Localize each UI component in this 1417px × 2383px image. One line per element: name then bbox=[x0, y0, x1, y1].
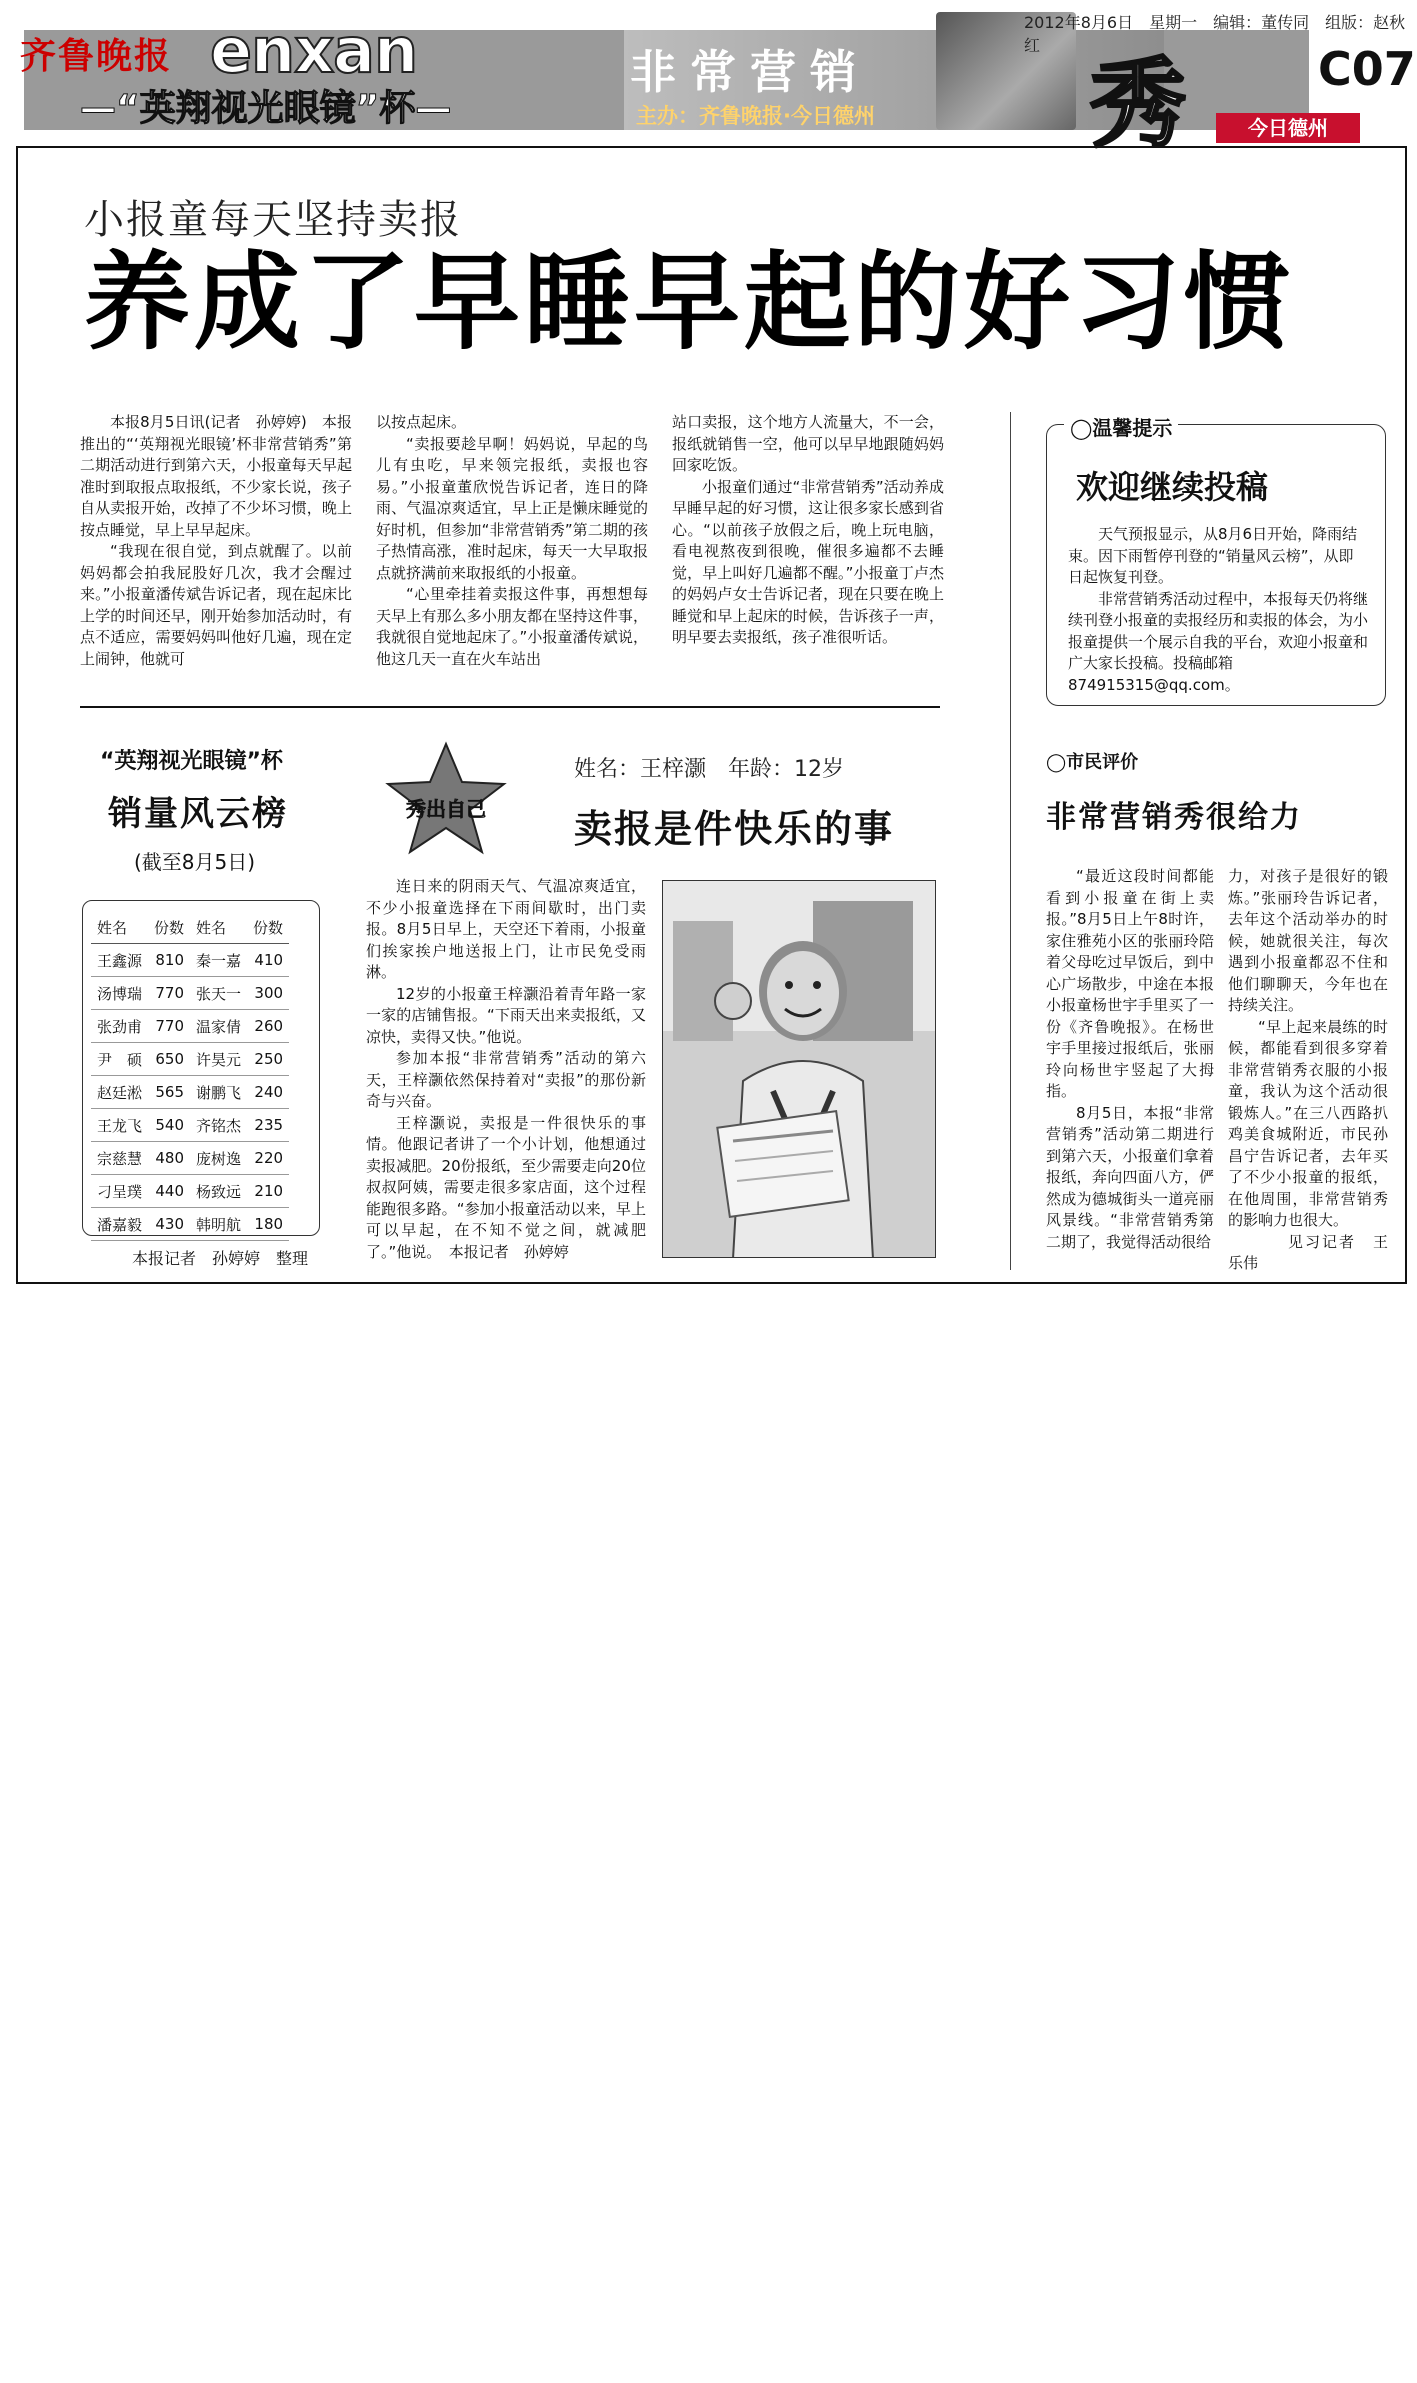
byline: 见习记者 王乐伟 bbox=[1228, 1232, 1388, 1272]
section-divider bbox=[80, 706, 940, 708]
col-header-name: 姓名 bbox=[190, 911, 247, 944]
kid-info: 姓名：王梓灏 年龄：12岁 bbox=[574, 757, 844, 782]
badge-text: 秀出自己 bbox=[406, 797, 486, 821]
name-cell: 张劲甫 bbox=[91, 1010, 148, 1043]
ranking-box bbox=[82, 900, 320, 1236]
paragraph: “我现在很自觉，到点就醒了。以前妈妈都会拍我屁股好几次，我才会醒过来。”小报童潘传斌告诉记者，现在起床比上学的时间还早，刚开始参加活动时，有点不适应，需要妈妈叫他好几遍，现在定上闹钟，他就可 bbox=[80, 542, 352, 668]
name-cell: 谢鹏飞 bbox=[190, 1076, 247, 1109]
count-cell: 650 bbox=[148, 1043, 190, 1076]
count-cell: 770 bbox=[148, 977, 190, 1010]
count-cell: 240 bbox=[247, 1076, 289, 1109]
name-cell: 潘嘉毅 bbox=[91, 1208, 148, 1241]
cup-title: —“英翔视光眼镜”杯— bbox=[80, 88, 452, 129]
count-cell: 565 bbox=[148, 1076, 190, 1109]
name-cell: 齐铭杰 bbox=[190, 1109, 247, 1142]
name-cell: 杨致远 bbox=[190, 1175, 247, 1208]
article-column-2 bbox=[376, 412, 648, 670]
col-header-name: 姓名 bbox=[91, 911, 148, 944]
table-row bbox=[91, 1142, 289, 1175]
table-row bbox=[91, 1043, 289, 1076]
paragraph: 12岁的小报童王梓灏沿着青年路一家一家的店铺售报。“下雨天出来卖报纸，又凉快，卖得又快。”他说。 bbox=[366, 984, 646, 1046]
review-column-1 bbox=[1046, 866, 1214, 1253]
table-row bbox=[91, 1208, 289, 1241]
count-cell: 235 bbox=[247, 1109, 289, 1142]
count-cell: 410 bbox=[247, 944, 289, 977]
host-line: 主办：齐鲁晚报·今日德州 bbox=[636, 104, 875, 128]
paragraph: “心里牵挂着卖报这件事，再想想每天早上有那么多小朋友都在坚持这件事，我就很自觉地起床了。”小报童潘传斌说，他这几天一直在火车站出 bbox=[376, 585, 648, 668]
ranking-cup: “英翔视光眼镜”杯 bbox=[100, 749, 283, 774]
notice-label: ◯温馨提示 bbox=[1064, 412, 1178, 441]
edition-tab: 今日德州 bbox=[1216, 113, 1360, 143]
paragraph: “最近这段时间都能看到小报童在街上卖报。”8月5日上午8时许，家住雅苑小区的张丽玲陪着父母吃过早饭后，到中心广场散步，中途在本报小报童杨世宇手里买了一份《齐鲁晚报》。在杨世宇手里接过报纸后，张丽玲向杨世宇竖起了大拇指。 bbox=[1046, 867, 1214, 1100]
col-header-count: 份数 bbox=[247, 911, 289, 944]
table-row bbox=[91, 1076, 289, 1109]
name-cell: 张天一 bbox=[190, 977, 247, 1010]
article-headline: 养成了早睡早起的好习惯 bbox=[84, 241, 1294, 364]
feature-title: 卖报是件快乐的事 bbox=[574, 807, 895, 851]
paragraph: 非常营销秀活动过程中，本报每天仍将继续刊登小报童的卖报经历和卖报的体会，为小报童提供一个展示自我的平台，欢迎小报童和广大家长投稿。投稿邮箱874915315@qq.com。 bbox=[1068, 589, 1369, 694]
review-title: 非常营销秀很给力 bbox=[1046, 800, 1302, 835]
paragraph: 本报8月5日讯(记者 孙婷婷) 本报推出的“‘英翔视光眼镜’杯非常营销秀”第二期活动进行到第六天，小报童每天早起准时到取报点取报纸，不少家长说，孩子自从卖报开始，改掉了不少坏习惯，晚上按点睡觉，早上早早起床。 bbox=[80, 413, 352, 539]
paragraph: 天气预报显示，从8月6日开始，降雨结束。因下雨暂停刊登的“销量风云榜”，从即日起恢复刊登。 bbox=[1068, 525, 1358, 586]
col-header-count: 份数 bbox=[148, 911, 190, 944]
date-editor-line: 2012年8月6日 星期一 编辑：董传同 组版：赵秋红 bbox=[1024, 13, 1406, 55]
ranking-table bbox=[91, 911, 289, 1241]
review-label: ◯市民评价 bbox=[1046, 752, 1139, 773]
name-cell: 刁呈璞 bbox=[91, 1175, 148, 1208]
table-header-row bbox=[91, 911, 289, 944]
count-cell: 480 bbox=[148, 1142, 190, 1175]
table-row bbox=[91, 1109, 289, 1142]
sponsor-logo: enxan bbox=[210, 14, 418, 87]
name-cell: 尹 硕 bbox=[91, 1043, 148, 1076]
count-cell: 770 bbox=[148, 1010, 190, 1043]
name-cell: 赵廷淞 bbox=[91, 1076, 148, 1109]
column-divider bbox=[1010, 412, 1011, 1270]
column-char: 秀 bbox=[1090, 47, 1186, 160]
name-cell: 秦一嘉 bbox=[190, 944, 247, 977]
article-column-3 bbox=[672, 412, 944, 649]
table-row bbox=[91, 944, 289, 977]
column-name: 非常营销 bbox=[630, 45, 870, 99]
name-cell: 宗慈慧 bbox=[91, 1142, 148, 1175]
count-cell: 220 bbox=[247, 1142, 289, 1175]
paragraph: 站口卖报，这个地方人流量大，不一会，报纸就销售一空，他可以早早地跟随妈妈回家吃饭。 bbox=[672, 413, 944, 474]
kid-photo-illustration bbox=[663, 881, 936, 1258]
notice-text bbox=[1068, 524, 1368, 696]
paragraph: 王梓灏说，卖报是一件很快乐的事情。他跟记者讲了一个小计划，他想通过卖报减肥。20份报纸，至少需要走向20位叔叔阿姨，需要走很多家店面，这个过程能跑很多路。“参加小报童活动以来，早上可以早起，在不知不觉之间，就减肥了。”他说。 本报记者 孙婷婷 bbox=[366, 1113, 646, 1261]
publication-logo: 齐鲁晚报 bbox=[20, 35, 173, 77]
name-cell: 许昊元 bbox=[190, 1043, 247, 1076]
paragraph: 连日来的阴雨天气、气温凉爽适宜，不少小报童选择在下雨间歇时，出门卖报。8月5日早上，天空还下着雨，小报童们挨家挨户地送报上门，让市民免受雨淋。 bbox=[366, 877, 646, 981]
name-cell: 温家倩 bbox=[190, 1010, 247, 1043]
paragraph: “早上起来晨练的时候，都能看到很多穿着非常营销秀衣服的小报童，我认为这个活动很锻炼人。”在三八西路扒鸡美食城附近，市民孙昌宁告诉记者，去年买了不少小报童的报纸，在他周围，非常营销秀的影响力也很大。 bbox=[1228, 1017, 1388, 1229]
count-cell: 250 bbox=[247, 1043, 289, 1076]
review-column-2 bbox=[1228, 866, 1388, 1275]
count-cell: 180 bbox=[247, 1208, 289, 1241]
count-cell: 430 bbox=[148, 1208, 190, 1241]
name-cell: 王龙飞 bbox=[91, 1109, 148, 1142]
ranking-credit: 本报记者 孙婷婷 整理 bbox=[132, 1249, 309, 1268]
article-kicker: 小报童每天坚持卖报 bbox=[84, 197, 462, 243]
paragraph: “卖报要趁早啊！妈妈说，早起的鸟儿有虫吃，早来领完报纸，卖报也容易。”小报童董欣悦告诉记者，连日的降雨、气温凉爽适宜，早上正是懒床睡觉的好时机，但参加“非常营销秀”第二期的孩子热情高涨，准时起床，每天一大早取报点就挤满前来取报纸的小报童。 bbox=[376, 434, 648, 582]
paragraph: 参加本报“非常营销秀”活动的第六天，王梓灏依然保持着对“卖报”的那份新奇与兴奋。 bbox=[366, 1049, 646, 1110]
paragraph: 小报童们通过“非常营销秀”活动养成早睡早起的好习惯，这让很多家长感到省心。“以前孩子放假之后，晚上玩电脑，看电视熬夜到很晚，催很多遍都不去睡觉，早上叫好几遍都不醒。”小报童丁卢杰的妈妈卢女士告诉记者，现在只要在晚上睡觉和早上起床的时候，告诉孩子一声，明早要去卖报纸，孩子准很听话。 bbox=[672, 477, 944, 646]
table-row bbox=[91, 977, 289, 1010]
count-cell: 210 bbox=[247, 1175, 289, 1208]
count-cell: 810 bbox=[148, 944, 190, 977]
count-cell: 300 bbox=[247, 977, 289, 1010]
name-cell: 王鑫源 bbox=[91, 944, 148, 977]
name-cell: 汤博瑞 bbox=[91, 977, 148, 1010]
count-cell: 260 bbox=[247, 1010, 289, 1043]
kid-photo bbox=[662, 880, 936, 1258]
paragraph: 8月5日，本报“非常营销秀”活动第二期进行到第六天，小报童们拿着报纸，奔向四面八方，俨然成为德城街头一道亮丽风景线。“非常营销秀第二期了，我觉得活动很给 bbox=[1046, 1103, 1214, 1251]
count-cell: 440 bbox=[148, 1175, 190, 1208]
table-row bbox=[91, 1010, 289, 1043]
article-column-1 bbox=[80, 412, 352, 670]
notice-title: 欢迎继续投稿 bbox=[1076, 468, 1269, 506]
name-cell: 庞树逸 bbox=[190, 1142, 247, 1175]
ranking-title: 销量风云榜 bbox=[108, 794, 288, 834]
paragraph: 力，对孩子是很好的锻炼。”张丽玲告诉记者，去年这个活动举办的时候，她就很关注，每次遇到小报童都忍不住和他们聊聊天，今年也在持续关注。 bbox=[1228, 867, 1388, 1014]
name-cell: 韩明航 bbox=[190, 1208, 247, 1241]
table-row bbox=[91, 1175, 289, 1208]
ranking-date: (截至8月5日) bbox=[134, 850, 256, 874]
paragraph: 以按点起床。 bbox=[376, 413, 467, 431]
page-number: C07 bbox=[1318, 42, 1416, 96]
count-cell: 540 bbox=[148, 1109, 190, 1142]
feature-text bbox=[366, 876, 646, 1263]
feature-badge bbox=[366, 740, 526, 860]
